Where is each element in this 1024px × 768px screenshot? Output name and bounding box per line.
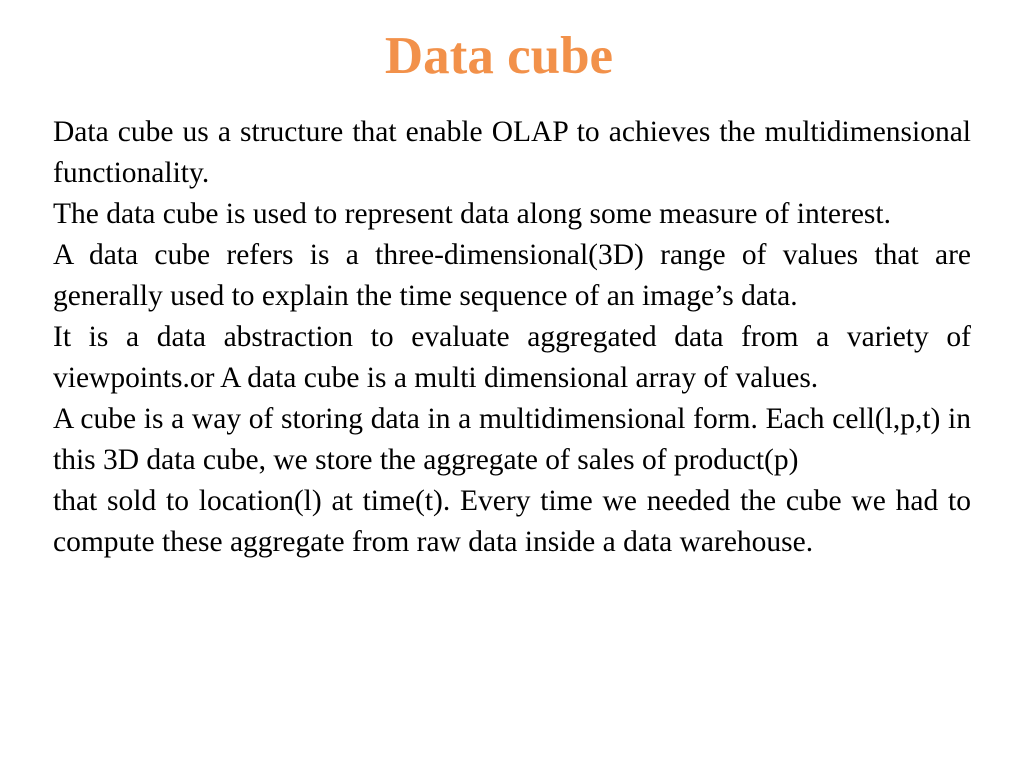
paragraph-purpose: The data cube is used to represent data along some measure of interest. [53, 198, 891, 230]
slide-body [53, 112, 971, 563]
paragraph-storage: A cube is a way of storing data in a multidimensional form. Each cell(l,p,t) in this 3D data cube, we store the aggregate of sales of product(p) [53, 403, 971, 476]
paragraph-computation: that sold to location(l) at time(t). Every time we needed the cube we had to compute these aggregate from raw data inside a data warehouse. [53, 485, 971, 558]
paragraph-abstraction: It is a data abstraction to evaluate aggregated data from a variety of viewpoints.or A data cube is a multi dimensional array of values. [53, 321, 971, 394]
paragraph-definition: Data cube us a structure that enable OLAP to achieves the multidimensional functionality. [53, 116, 971, 189]
paragraph-three-dimensional: A data cube refers is a three-dimensional(3D) range of values that are generally used to explain the time sequence of an image’s data. [53, 239, 971, 312]
slide-title: Data cube [384, 27, 614, 85]
